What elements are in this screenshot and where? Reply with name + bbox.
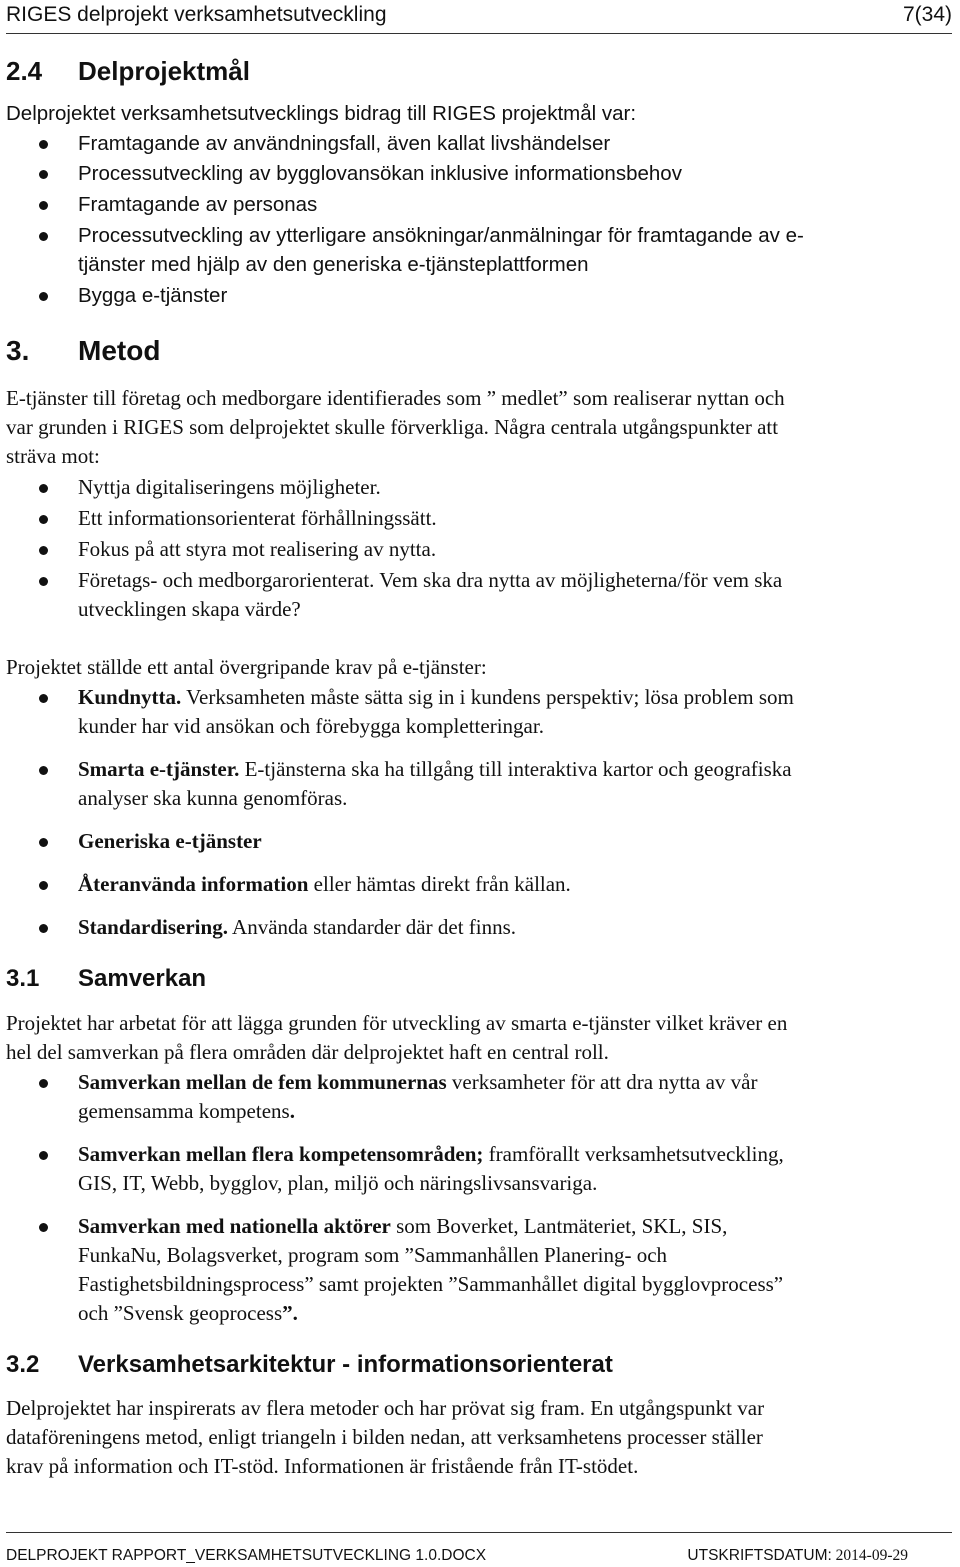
list-item: Framtagande av personas	[78, 193, 318, 216]
list-item-continuation	[78, 1097, 948, 1126]
bullet-icon	[39, 232, 48, 241]
item-text: gemensamma kompetens	[78, 1099, 290, 1123]
paragraph-line: dataföreningens metod, enligt triangeln i bilden nedan, att verksamhetens processer ställer	[6, 1425, 763, 1449]
bold-term: Samverkan mellan flera kompetensområden;	[78, 1142, 484, 1166]
list-item	[78, 913, 948, 942]
list-item: Ett informationsorienterat förhållningssätt.	[78, 506, 437, 530]
bold-quote: ”.	[282, 1301, 298, 1325]
heading-title: Delprojektmål	[78, 56, 250, 86]
list-item-continuation: utvecklingen skapa värde?	[78, 597, 301, 621]
item-text: E-tjänsterna ska ha tillgång till interaktiva kartor och geografiska	[239, 757, 792, 781]
paragraph: Projektet ställde ett antal övergripande krav på e-tjänster:	[6, 655, 487, 679]
bullet-icon	[39, 546, 48, 555]
bullet-icon	[39, 881, 48, 890]
bullet-icon	[39, 694, 48, 703]
heading-title: Metod	[78, 335, 161, 366]
heading-number: 2.4	[6, 56, 43, 86]
bullet-icon	[39, 766, 48, 775]
heading-2-4	[6, 56, 250, 87]
bullet-icon	[39, 170, 48, 179]
heading-title: Verksamhetsarkitektur - informationsorienterat	[78, 1351, 613, 1378]
list-item-continuation: GIS, IT, Webb, bygglov, plan, miljö och näringslivsansvariga.	[78, 1171, 598, 1195]
footer-date-label: UTSKRIFTSDATUM:	[687, 1547, 832, 1564]
paragraph-line: var grunden i RIGES som delprojektet skulle förverkliga. Några centrala utgångspunkter att	[6, 415, 779, 439]
list-item-continuation: tjänster med hjälp av den generiska e-tjänsteplattformen	[78, 253, 589, 276]
paragraph-line: hel del samverkan på flera områden där delprojektet haft en central roll.	[6, 1040, 609, 1064]
list-item	[78, 683, 948, 712]
item-text: Använda standarder där det finns.	[227, 915, 517, 939]
page-header	[6, 3, 952, 34]
list-item-continuation: Fastighetsbildningsprocess” samt projekten ”Sammanhållet digital bygglovprocess”	[78, 1272, 784, 1296]
bullet-icon	[39, 484, 48, 493]
item-text: som Boverket, Lantmäteriet, SKL, SIS,	[390, 1214, 728, 1238]
bold-term: Kundnytta.	[78, 685, 182, 709]
footer-date-value: 2014-09-29	[835, 1547, 908, 1564]
bullet-icon	[39, 1151, 48, 1160]
paragraph: Delprojektet verksamhetsutvecklings bidrag till RIGES projektmål var:	[6, 102, 637, 125]
list-item: Processutveckling av bygglovansökan inklusive informationsbehov	[78, 162, 682, 185]
bullet-icon	[39, 577, 48, 586]
page-footer	[6, 1532, 952, 1567]
list-item: Bygga e-tjänster	[78, 284, 228, 307]
footer-filename: DELPROJEKT RAPPORT_VERKSAMHETSUTVECKLING 1.0.DOCX	[6, 1547, 487, 1564]
list-item: Nyttja digitaliseringens möjligheter.	[78, 475, 381, 499]
bold-term: Samverkan med nationella aktörer	[78, 1214, 391, 1238]
heading-title: Samverkan	[78, 965, 207, 992]
bullet-icon	[39, 515, 48, 524]
bullet-icon	[39, 924, 48, 933]
list-item	[78, 755, 948, 784]
bold-term: Generiska e-tjänster	[78, 829, 262, 853]
list-item	[78, 1140, 948, 1169]
paragraph-line: krav på information och IT-stöd. Informationen är fristående från IT-stödet.	[6, 1454, 639, 1478]
heading-3	[6, 335, 160, 367]
paragraph-line: sträva mot:	[6, 444, 100, 468]
bullet-icon	[39, 201, 48, 210]
list-item	[78, 870, 948, 899]
list-item	[78, 827, 948, 856]
list-item	[78, 1212, 948, 1241]
item-text: Verksamheten måste sätta sig in i kundens perspektiv; lösa problem som	[181, 685, 794, 709]
item-text: framförallt verksamhetsutveckling,	[483, 1142, 784, 1166]
bullet-icon	[39, 1223, 48, 1232]
heading-number: 3.	[6, 335, 30, 366]
footer-print-date	[687, 1547, 908, 1565]
heading-number: 3.1	[6, 965, 40, 992]
bold-term: Standardisering.	[78, 915, 228, 939]
bullet-icon	[39, 838, 48, 847]
list-item: Processutveckling av ytterligare ansökningar/anmälningar för framtagande av e-	[78, 224, 804, 247]
bold-term: Återanvända information	[78, 872, 309, 896]
header-page-number: 7(34)	[902, 3, 952, 26]
paragraph-line: Projektet har arbetat för att lägga grunden för utveckling av smarta e-tjänster vilket kräver en	[6, 1011, 788, 1035]
item-text: verksamheter för att dra nytta av vår	[446, 1070, 758, 1094]
list-item: Fokus på att styra mot realisering av nytta.	[78, 537, 437, 561]
bullet-icon	[39, 1079, 48, 1088]
heading-3-1	[6, 965, 206, 993]
list-item-continuation: analyser ska kunna genomföras.	[78, 786, 348, 810]
bullet-icon	[39, 140, 48, 149]
bullet-icon	[39, 292, 48, 301]
header-title: RIGES delprojekt verksamhetsutveckling	[6, 3, 387, 26]
list-item-continuation: kunder har vid ansökan och förebygga kompletteringar.	[78, 714, 544, 738]
list-item: Företags- och medborgarorienterat. Vem ska dra nytta av möjligheterna/för vem ska	[78, 568, 783, 592]
item-text: och ”Svensk geoprocess	[78, 1301, 283, 1325]
bold-period: .	[289, 1099, 295, 1123]
bold-term: Smarta e-tjänster.	[78, 757, 240, 781]
item-text: eller hämtas direkt från källan.	[308, 872, 571, 896]
list-item-continuation: FunkaNu, Bolagsverket, program som ”Sammanhållen Planering- och	[78, 1243, 668, 1267]
list-item-continuation	[78, 1299, 948, 1328]
list-item: Framtagande av användningsfall, även kallat livshändelser	[78, 132, 611, 155]
heading-3-2	[6, 1351, 613, 1379]
list-item	[78, 1068, 948, 1097]
paragraph-line: Delprojektet har inspirerats av flera metoder och har prövat sig fram. En utgångspunkt var	[6, 1396, 765, 1420]
bold-term: Samverkan mellan de fem kommunernas	[78, 1070, 447, 1094]
heading-number: 3.2	[6, 1351, 40, 1378]
paragraph-line: E-tjänster till företag och medborgare identifierades som ” medlet” som realiserar nyttan och	[6, 386, 785, 410]
